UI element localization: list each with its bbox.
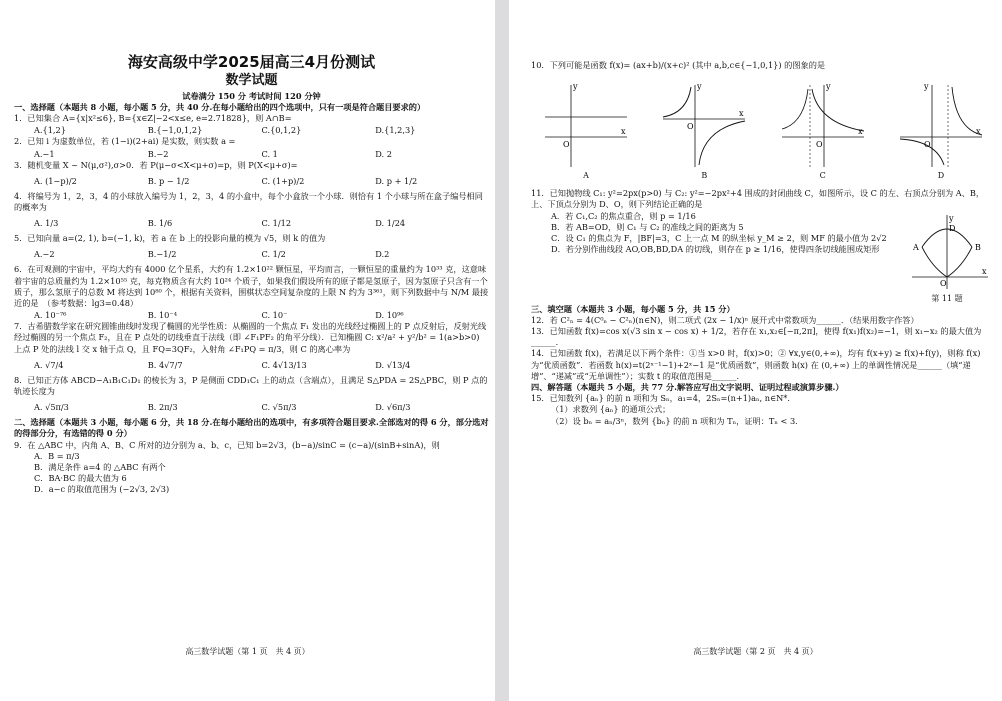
question-6: 6．在可观测的宇宙中，平均大约有 4000 亿个星系，大约有 1.2×10²² 颗恒星，平均而言，一颗恒星的重量约为 10³³ 克，这意味着宇宙的总质量约为 1.2×10⁵⁵ 克，每克物质含有大约 10²⁴ 个质子，如果我们假设所有的原子都是氢原子，因为氢原子只含有一个质子，那么氢原子的总数 M 将达到 10⁸⁰ 个，根据有关资料，围棋状态空间复杂度的上限 N 约为 3³⁶¹，则下列数据中与 N/M 最接近的是 （参考数据：lg3=0.48） [14, 264, 489, 309]
graph-d-svg [896, 79, 986, 169]
option: C.{0,1,2} [261, 125, 302, 136]
question-15-part-2: （2）设 bₙ = aₙ/3ⁿ，数列 {bₙ} 的前 n 项和为 Tₙ，证明：Tₙ < 3． [551, 415, 804, 426]
exam-page-1 [0, 0, 495, 701]
option: D．a−c 的取值范围为 (−2√3, 2√3) [34, 484, 170, 495]
graph-b [659, 79, 749, 180]
graph-a [541, 79, 631, 180]
option: D．若分别作曲线段 AO,OB,BD,DA 的切线，则存在 p ≥ 1/16，使得四条切线能围成矩形 [551, 244, 880, 255]
option: C．设 C₁ 的焦点为 F，|BF|=3，C 上一点 M 的纵坐标 y_M ≥ 2，则 MF 的最小值为 2√2 [551, 233, 887, 244]
question-12: 12．若 C²ₙ = 4(C⁰ₙ − C²ₙ)(n∈N)，则二项式 (2x − 1/x)ⁿ 展开式中常数项为______．（结果用数字作答） [531, 314, 919, 325]
graph-a-svg [541, 79, 631, 169]
question-9: 9．在 △ABC 中，内角 A、B、C 所对的边分别为 a、b、c，已知 b=2√3，(b−a)/sinC = (c−a)/(sinB+sinA)，则 [14, 439, 440, 450]
option: B.−2 [147, 148, 169, 159]
figure-11-caption: 第 11 题 [931, 293, 963, 303]
option: B. 4√7/7 [147, 359, 183, 370]
question-5: 5．已知向量 a=(2, 1), b=(−1, k)，若 a 在 b 上的投影向量的模为 √5，则 k 的值为 [14, 233, 326, 244]
question-15-part-1: （1）求数列 {aₙ} 的通项公式； [551, 404, 671, 415]
axis-y-label: y [697, 82, 702, 92]
graph-d-label: D [937, 171, 945, 181]
page-1-footer: 高三数学试题（第 1 页 共 4 页） [185, 647, 310, 656]
question-10: 10．下列可能是函数 f(x)= (ax+b)/(x+c)² (其中 a,b,c∈{−1,0,1}) 的图象的是 [531, 60, 826, 70]
question-4: 4．将编号为 1，2，3，4 的小球放入编号为 1，2，3，4 的小盒中，每个小盒放一个小球．则恰有 1 个小球与所在盒子编号相同的概率为 [14, 190, 483, 213]
graph-b-svg [659, 79, 749, 169]
graph-a-label: A [583, 171, 589, 181]
question-14: 14．已知函数 f(x)，若满足以下两个条件：①当 x>0 时，f(x)>0；② ∀x,y∈(0,+∞)，均有 f(x+y) ≥ f(x)+f(y)，则称 f(x) 为“优质函数”．若函数 h(x)=t(2ˣ⁻¹−1)+2ˣ−1 是“优质函数”，则函数 h(x) 在 (0,+∞) 上的单调性情况是______（填“递增”、“递减”或“无单调性”）；实数 t 的取值范围是______． [531, 348, 981, 381]
question-8-options [14, 397, 489, 417]
option: C. 1/2 [261, 249, 286, 260]
option: B．若 AB=OD，则 C₁ 与 C₂ 的准线之间的距离为 5 [551, 221, 744, 232]
option: B．满足条件 a=4 的 △ABC 有两个 [34, 462, 166, 473]
fig11-o: O [940, 278, 947, 288]
question-10-graphs [541, 79, 986, 180]
exam-page-2 [509, 0, 1002, 701]
option: D. √13/4 [375, 359, 411, 370]
question-2: 2．已知 i 为虚数单位，若 (1−i)(2+ai) 是实数，则实数 a = [14, 136, 236, 147]
option: D. √6π/3 [375, 402, 411, 413]
axis-x-label: x [857, 127, 863, 137]
question-3-options [14, 171, 489, 191]
option: D. 10⁹⁶ [375, 310, 404, 321]
axis-y-label: y [573, 82, 578, 92]
exam-subject: 数学试题 [225, 73, 278, 88]
option: A. √5π/3 [34, 402, 69, 413]
page-2-footer: 高三数学试题（第 2 页 共 4 页） [693, 647, 818, 656]
page-gap [495, 0, 509, 701]
question-1-options [14, 124, 489, 136]
question-1: 1．已知集合 A={x|x²≤6}, B={x∈Z|−2<x≤e, e=2.71828}，则 A∩B= [14, 113, 292, 124]
option: B. p − 1/2 [147, 175, 190, 186]
option: C. 1 [261, 148, 278, 159]
section-3-header: 三、填空题（本题共 3 小题，每小题 5 分，共 15 分） [531, 303, 735, 314]
exam-title: 海安高级中学2025届高三4月份测试 [127, 53, 376, 71]
question-11: 11．已知抛物线 C₁: y²=2px(p>0) 与 C₂: y²=−2px²+4 围成的封闭曲线 C，如图所示，设 C 的左、右顶点分别为 A、B，上、下顶点分别为 D、O，则下列结论正确的是 [531, 188, 985, 210]
option: A.−1 [34, 148, 55, 159]
fig11-y: y [949, 213, 954, 223]
fig11-a: A [913, 242, 919, 252]
option: B. 1/6 [147, 218, 173, 229]
option: C. 10⁻ [261, 310, 288, 321]
question-11-body [531, 211, 992, 304]
origin-label: O [923, 140, 931, 150]
option: B. 2π/3 [147, 402, 178, 413]
option: B. 10⁻⁴ [147, 310, 177, 321]
origin-label: O [687, 122, 694, 132]
option: B.−1/2 [147, 249, 177, 260]
option: A. (1−p)/2 [34, 175, 77, 186]
fig11-d: D [949, 223, 956, 233]
option: C. (1+p)/2 [261, 175, 305, 186]
option: A. 10⁻⁷⁶ [34, 310, 67, 321]
option: A.{1,2} [34, 125, 66, 136]
axis-x-label: x [739, 109, 744, 119]
question-4-options [14, 213, 489, 233]
section-1-header: 一、选择题（本题共 8 小题，每小题 5 分，共 40 分.在每小题给出的四个选项中，只有一项是符合题目要求的） [14, 102, 426, 112]
option: A.−2 [34, 249, 55, 260]
question-3: 3．随机变量 X ~ N(μ,σ²),σ>0．若 P(μ−σ<X<μ+σ)=p，则 P(X<μ+σ)= [14, 159, 298, 170]
graph-c-svg [778, 79, 868, 169]
option: D. 2 [375, 148, 392, 159]
question-6-options [14, 309, 489, 321]
fig11-b: B [975, 242, 981, 252]
option: C. 1/12 [261, 218, 292, 229]
option: A．B = π/3 [34, 450, 80, 461]
option: C．BA·BC 的最大值为 6 [34, 473, 127, 484]
option: D.2 [375, 249, 390, 260]
axis-x-label: x [975, 127, 981, 137]
origin-label: O [563, 140, 570, 150]
graph-c [778, 79, 868, 180]
section-2-header: 二、选择题（本题共 3 小题，每小题 6 分，共 18 分.在每小题给出的选项中，有多项符合题目要求.全部选对的得 6 分，部分选对的得部分分，有选错的得 0 分） [14, 417, 489, 439]
fig11-x: x [982, 266, 987, 276]
graph-c-label: C [819, 171, 826, 181]
option: D. 1/24 [375, 218, 406, 229]
exam-meta: 试卷满分 150 分 考试时间 120 分钟 [182, 91, 321, 101]
figure-11 [902, 211, 992, 304]
axis-y-label: y [825, 82, 831, 92]
figure-11-svg [902, 211, 992, 291]
option: D. p + 1/2 [375, 175, 418, 186]
question-7: 7．古希腊数学家在研究圆锥曲线时发现了椭圆的光学性质：从椭圆的一个焦点 F₁ 发出的光线经过椭圆上的 P 点反射后，反射光线经过椭圆的另一个焦点 F₂，且在 P 点处的切线垂直于法线（即 ∠F₁PF₂ 的角平分线）．已知椭圆 C: x²/a² + y²/b² = 1(a>b>0) 上点 P 处的法线 l 交 x 轴于点 Q，且 FQ=3QF₂，入射角 ∠F₁PQ = π/3，则 C 的离心率为 [14, 321, 487, 354]
option: A. √7/4 [34, 359, 64, 370]
option: A. 1/3 [34, 218, 59, 229]
graph-b-label: B [701, 171, 708, 181]
option: C. √5π/3 [261, 402, 297, 413]
question-2-options [14, 148, 489, 160]
section-4-header: 四、解答题（本题共 5 小题，共 77 分.解答应写出文字说明、证明过程或演算步骤.） [531, 382, 844, 393]
origin-label: O [815, 140, 823, 150]
option: D.{1,2,3} [375, 125, 416, 136]
option: C. 4√13/13 [261, 359, 307, 370]
question-8: 8．已知正方体 ABCD−A₁B₁C₁D₁ 的棱长为 3，P 是侧面 CDD₁C₁ 上的动点（含端点），且满足 S△PDA = 2S△PBC，则 P 点的轨迹长度为 [14, 374, 488, 397]
graph-d [896, 79, 986, 180]
option: A．若 C₁,C₂ 的焦点重合，则 p = 1/16 [551, 210, 696, 221]
question-7-options [14, 355, 489, 375]
question-13: 13．已知函数 f(x)=cos x(√3 sin x − cos x) + 1/2，若存在 x₁,x₂∈[−π,2π]，使得 f(x₁)f(x₂)=−1，则 x₁−x₂ 的最大值为______． [531, 326, 982, 348]
axis-x-label: x [621, 127, 626, 137]
option: B.{−1,0,1,2} [147, 125, 203, 136]
question-5-options [14, 244, 489, 264]
question-15: 15．已知数列 {aₙ} 的前 n 项和为 Sₙ，a₁=4，2Sₙ=(n+1)aₙ, n∈N*． [531, 393, 796, 404]
axis-y-label: y [923, 82, 929, 92]
